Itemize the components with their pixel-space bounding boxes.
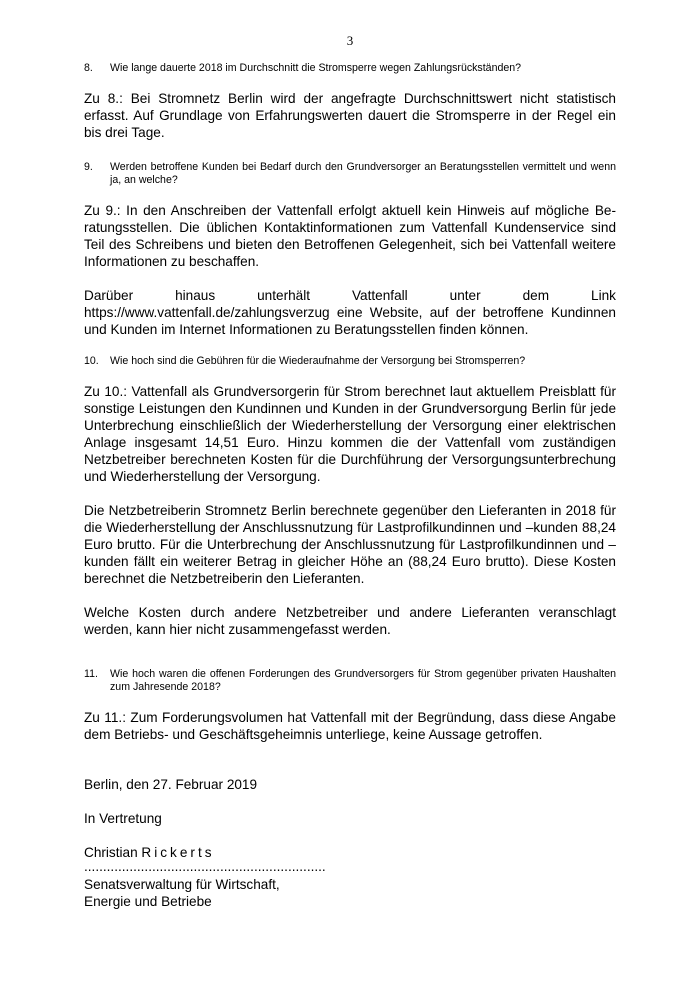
question-8: [84, 62, 616, 75]
link-rest-text: https://www.vattenfall.de/zahlungsverzug eine Website, auf der betroffene Kundinnen und Kunden im Internet Informationen zu Beratungsstellen finden können.: [84, 305, 616, 337]
document-body: [84, 62, 616, 910]
question-number: 8.: [84, 62, 93, 74]
department-line-1: Senatsverwaltung für Wirtschaft,: [84, 877, 280, 892]
question-9: [84, 161, 616, 187]
word: Link: [591, 288, 616, 303]
answer-8: Zu 8.: Bei Stromnetz Berlin wird der angefragte Durchschnittswert nicht statistisch erfasst. Auf Grundlage von Erfahrungswerten dauert die Stromsperre in der Regel ein bis drei Tage.: [84, 91, 616, 140]
signatory-last-name: Rickerts: [141, 845, 215, 860]
question-11: [84, 668, 616, 694]
link-intro-line: [84, 287, 616, 304]
place-date: Berlin, den 27. Februar 2019: [84, 777, 258, 792]
signatory-first-name: Christian: [84, 845, 138, 860]
signature-dotted-line: ................................................................: [84, 859, 326, 874]
question-10: [84, 355, 616, 368]
answer-9-link-paragraph: [84, 287, 616, 338]
answer-9: Zu 9.: In den Anschreiben der Vattenfall erfolgt aktuell kein Hinweis auf mögliche Beratungsstellen. Die üblichen Kontaktinformationen zum Vattenfall Kundenservice sind Teil des Schreibens und bieten den Betroffenen Gelegenheit, sich bei Vattenfall weitere Informationen zu beschaffen.: [84, 203, 616, 269]
page-number: 3: [346, 33, 354, 48]
question-number: 11.: [84, 668, 98, 680]
word: dem: [522, 288, 550, 303]
question-text: Wie hoch waren die offenen Forderungen des Grundversorgers für Strom gegenüber privaten Haushalten zum Jahresende 2018?: [110, 668, 616, 693]
question-number: 9.: [84, 161, 93, 173]
question-text: Wie hoch sind die Gebühren für die Wiederaufnahme der Versorgung bei Stromsperren?: [110, 355, 526, 367]
word: hinaus: [175, 288, 216, 303]
question-text: Wie lange dauerte 2018 im Durchschnitt die Stromsperre wegen Zahlungsrückständen?: [110, 62, 522, 74]
word: unterhält: [257, 288, 311, 303]
word: unter: [449, 288, 481, 303]
question-text: Werden betroffene Kunden bei Bedarf durch den Grundversorger an Beratungsstellen vermittelt und wenn ja, an welche?: [110, 161, 616, 186]
answer-11: Zu 11.: Zum Forderungsvolumen hat Vattenfall mit der Begründung, dass diese Angabe dem Betriebs- und Geschäftsgeheimnis unterliege, keine Aussage getroffen.: [84, 710, 616, 742]
question-number: 10.: [84, 355, 99, 367]
department-line-2: Energie und Betriebe: [84, 894, 212, 909]
word: Vattenfall: [352, 288, 408, 303]
word: Darüber: [84, 288, 134, 303]
answer-10-paragraph-3: Welche Kosten durch andere Netzbetreiber und andere Lieferanten veranschlagt werden, kann hier nicht zusammengefasst werden.: [84, 605, 616, 637]
representation-note: In Vertretung: [84, 811, 162, 826]
answer-10: Zu 10.: Vattenfall als Grundversorgerin für Strom berechnet laut aktuellem Preisblatt für sonstige Leistungen den Kundinnen und Kunden in der Grundversorgung Berlin für jede Unterbrechung einschließlich der Wiederherstellung der Versorgung einer elektrischen Anlage insgesamt 14,51 Euro. Hinzu kommen die der Vattenfall vom zuständigen Netzbetreiber berechneten Kosten für die Durchführung der Versorgungsunterbrechung und Wiederherstellung der Versorgung.: [84, 384, 616, 484]
answer-10-paragraph-2: Die Netzbetreiberin Stromnetz Berlin berechnete gegenüber den Lieferanten in 2018 für die Wiederherstellung der Anschlussnutzung für Lastprofilkundinnen und –kunden 88,24 Euro brutto. Für die Unterbrechung der Anschlussnutzung für Lastprofilkundinnen und –kunden fällt ein weiterer Betrag in gleicher Höhe an (88,24 Euro brutto). Diese Kosten berechnet die Netzbetreiberin den Lieferanten.: [84, 503, 616, 586]
